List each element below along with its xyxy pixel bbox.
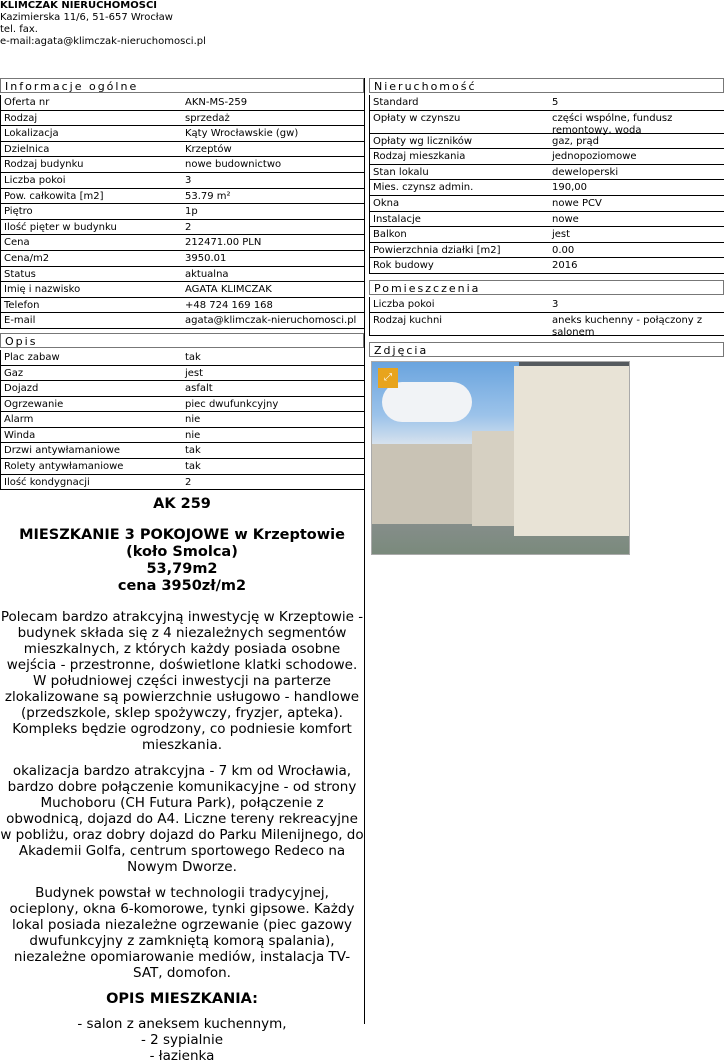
list-item: - 2 sypialnie bbox=[140, 1032, 224, 1049]
row-label: Liczba pokoi bbox=[0, 173, 182, 189]
row-label: Okna bbox=[369, 196, 549, 212]
section-title-photos: Zdjęcia bbox=[369, 342, 724, 357]
photo-building-right bbox=[514, 366, 629, 536]
row-value: 5 bbox=[549, 95, 724, 111]
table-row bbox=[0, 298, 364, 314]
section-title-general: Informacje ogólne bbox=[0, 78, 364, 93]
row-label: Rodzaj kuchni bbox=[369, 313, 549, 336]
table-row bbox=[369, 196, 724, 212]
row-value: 53.79 m² bbox=[182, 189, 364, 205]
table-row bbox=[0, 189, 364, 205]
table-row bbox=[369, 180, 724, 196]
offer-headline: MIESZKANIE 3 POKOJOWE w Krzeptowie (koło Smolca) bbox=[19, 527, 345, 561]
general-table bbox=[0, 95, 364, 329]
table-row bbox=[0, 251, 364, 267]
table-row bbox=[0, 173, 364, 189]
rooms-table bbox=[369, 297, 724, 336]
row-value: 2 bbox=[182, 475, 364, 491]
property-photo[interactable] bbox=[371, 361, 630, 555]
table-row bbox=[0, 111, 364, 127]
row-value: AKN-MS-259 bbox=[182, 95, 364, 111]
row-label: Powierzchnia działki [m2] bbox=[369, 243, 549, 259]
row-label: Dojazd bbox=[0, 381, 182, 397]
row-label: Rok budowy bbox=[369, 258, 549, 274]
row-label: Rodzaj budynku bbox=[0, 157, 182, 173]
right-column bbox=[369, 78, 724, 555]
table-row bbox=[0, 282, 364, 298]
table-row bbox=[369, 227, 724, 243]
table-row bbox=[369, 212, 724, 228]
opis-table bbox=[0, 350, 364, 490]
apartment-description-title: OPIS MIESZKANIA: bbox=[106, 991, 258, 1008]
row-label: Cena bbox=[0, 235, 182, 251]
row-label: Opłaty w czynszu bbox=[369, 111, 549, 134]
row-label: Ilość kondygnacji bbox=[0, 475, 182, 491]
row-label: Rolety antywłamaniowe bbox=[0, 459, 182, 475]
row-label: Instalacje bbox=[369, 212, 549, 228]
row-label: Imię i nazwisko bbox=[0, 282, 182, 298]
table-row bbox=[369, 149, 724, 165]
table-row bbox=[0, 366, 364, 382]
table-row bbox=[369, 258, 724, 274]
row-value: 2016 bbox=[549, 258, 724, 274]
company-email: e-mail:agata@klimczak-nieruchomosci.pl bbox=[0, 36, 206, 47]
company-address: Kazimierska 11/6, 51-657 Wrocław bbox=[0, 12, 173, 23]
offer-code: AK 259 bbox=[153, 496, 211, 513]
table-row bbox=[0, 475, 364, 491]
row-label: Standard bbox=[369, 95, 549, 111]
row-value: jest bbox=[549, 227, 724, 243]
offer-description bbox=[0, 496, 364, 1064]
company-phone: tel. fax. bbox=[0, 24, 38, 35]
table-row bbox=[0, 204, 364, 220]
row-value: aneks kuchenny - połączony z salonem bbox=[549, 313, 724, 336]
photo-cloud bbox=[382, 382, 472, 422]
row-label: Lokalizacja bbox=[0, 126, 182, 142]
row-label: Plac zabaw bbox=[0, 350, 182, 366]
row-label: Rodzaj mieszkania bbox=[369, 149, 549, 165]
table-row bbox=[0, 350, 364, 366]
row-value: 190,00 bbox=[549, 180, 724, 196]
row-value: gaz, prąd bbox=[549, 134, 724, 150]
table-row bbox=[369, 297, 724, 313]
table-row bbox=[0, 220, 364, 236]
left-column bbox=[0, 78, 364, 1064]
row-value: 3 bbox=[549, 297, 724, 313]
row-value: asfalt bbox=[182, 381, 364, 397]
section-title-opis: Opis bbox=[0, 333, 364, 348]
table-row bbox=[0, 126, 364, 142]
offer-price: cena 3950zł/m2 bbox=[117, 578, 247, 595]
row-label: Oferta nr bbox=[0, 95, 182, 111]
row-label: Telefon bbox=[0, 298, 182, 314]
table-row bbox=[0, 428, 364, 444]
row-label: Alarm bbox=[0, 412, 182, 428]
table-row bbox=[0, 397, 364, 413]
description-paragraph: Polecam bardzo atrakcyjną inwestycję w Krzeptowie - budynek składa się z 4 niezależnych segmentów mieszkalnych, z których każdy posiada osobne wejścia - przestronne, doświetlone klatki schodowe. bbox=[0, 609, 364, 674]
row-value: nie bbox=[182, 412, 364, 428]
row-value: 3 bbox=[182, 173, 364, 189]
row-value: tak bbox=[182, 350, 364, 366]
row-label: Cena/m2 bbox=[0, 251, 182, 267]
row-label: Drzwi antywłamaniowe bbox=[0, 443, 182, 459]
row-value: Krzeptów bbox=[182, 142, 364, 158]
table-row bbox=[0, 235, 364, 251]
row-label: Status bbox=[0, 267, 182, 283]
row-value: piec dwufunkcyjny bbox=[182, 397, 364, 413]
section-title-rooms: Pomieszczenia bbox=[369, 280, 724, 295]
row-value: tak bbox=[182, 459, 364, 475]
section-title-property: Nieruchomość bbox=[369, 78, 724, 93]
column-divider bbox=[364, 78, 365, 1024]
row-value: AGATA KLIMCZAK bbox=[182, 282, 364, 298]
row-value: tak bbox=[182, 443, 364, 459]
row-label: Ogrzewanie bbox=[0, 397, 182, 413]
table-row bbox=[369, 95, 724, 111]
row-label: Opłaty wg liczników bbox=[369, 134, 549, 150]
row-value: aktualna bbox=[182, 267, 364, 283]
row-value: nowe bbox=[549, 212, 724, 228]
company-name: KLIMCZAK NIERUCHOMOŚCI bbox=[0, 0, 158, 11]
row-label: Rodzaj bbox=[0, 111, 182, 127]
table-row bbox=[0, 157, 364, 173]
row-label: Dzielnica bbox=[0, 142, 182, 158]
table-row bbox=[0, 381, 364, 397]
row-label: Winda bbox=[0, 428, 182, 444]
property-table bbox=[369, 95, 724, 274]
description-paragraph: W południowej części inwestycji na parterze zlokalizowane są powierzchnie usługowo - handlowe (przedszkole, sklep spożywczy, fryzjer, apteka). Kompleks będzie ogrodzony, co podniesie komfort mieszkania. bbox=[4, 673, 360, 754]
description-paragraph: Budynek powstał w technologii tradycyjnej, ocieplony, okna 6-komorowe, tynki gipsowe. Każdy lokal posiada niezależne ogrzewanie (piec gazowy dwufunkcyjny z zamkniętą komorą spalania), niezależne opomiarowanie mediów, instalacja TV-SAT, domofon. bbox=[9, 885, 355, 982]
table-row bbox=[369, 243, 724, 259]
row-value: nowe PCV bbox=[549, 196, 724, 212]
table-row bbox=[0, 412, 364, 428]
list-item: - łazienka bbox=[149, 1048, 215, 1064]
row-value: sprzedaż bbox=[182, 111, 364, 127]
row-value: Kąty Wrocławskie (gw) bbox=[182, 126, 364, 142]
table-row bbox=[0, 95, 364, 111]
table-row bbox=[369, 165, 724, 181]
table-row bbox=[0, 267, 364, 283]
row-label: Piętro bbox=[0, 204, 182, 220]
row-label: Ilość pięter w budynku bbox=[0, 220, 182, 236]
row-value: 212471.00 PLN bbox=[182, 235, 364, 251]
row-label: E-mail bbox=[0, 313, 182, 329]
row-value: 2 bbox=[182, 220, 364, 236]
table-row bbox=[0, 142, 364, 158]
row-value: +48 724 169 168 bbox=[182, 298, 364, 314]
row-value: deweloperski bbox=[549, 165, 724, 181]
row-value: nowe budownictwo bbox=[182, 157, 364, 173]
description-paragraph: okalizacja bardzo atrakcyjna - 7 km od Wrocławia, bardzo dobre połączenie komunikacyjne - od strony Muchoboru (CH Futura Park), połączenie z obwodnicą, dojazd do A4. Liczne tereny rekreacyjne w pobliżu, oraz dobry dojazd do Parku Milenijnego, do Akademii Golfa, centrum sportowego Redeco na Nowym Dworze. bbox=[0, 763, 364, 876]
table-row bbox=[0, 459, 364, 475]
table-row bbox=[369, 111, 724, 134]
table-row bbox=[0, 443, 364, 459]
row-value: jest bbox=[182, 366, 364, 382]
row-value: 1p bbox=[182, 204, 364, 220]
row-label: Mies. czynsz admin. bbox=[369, 180, 549, 196]
row-label: Liczba pokoi bbox=[369, 297, 549, 313]
row-value: 3950.01 bbox=[182, 251, 364, 267]
offer-area: 53,79m2 bbox=[146, 561, 218, 578]
row-label: Pow. całkowita [m2] bbox=[0, 189, 182, 205]
table-row bbox=[369, 134, 724, 150]
agency-header bbox=[0, 0, 206, 48]
row-value: nie bbox=[182, 428, 364, 444]
zoom-icon[interactable]: ⤢ bbox=[378, 368, 398, 388]
row-label: Gaz bbox=[0, 366, 182, 382]
list-item: - salon z aneksem kuchennym, bbox=[77, 1016, 287, 1033]
row-label: Balkon bbox=[369, 227, 549, 243]
row-label: Stan lokalu bbox=[369, 165, 549, 181]
row-value: części wspólne, fundusz remontowy, woda bbox=[549, 111, 724, 134]
table-row bbox=[369, 313, 724, 336]
row-value: 0.00 bbox=[549, 243, 724, 259]
row-value: jednopoziomowe bbox=[549, 149, 724, 165]
table-row bbox=[0, 313, 364, 329]
row-value: agata@klimczak-nieruchomosci.pl bbox=[182, 313, 364, 329]
